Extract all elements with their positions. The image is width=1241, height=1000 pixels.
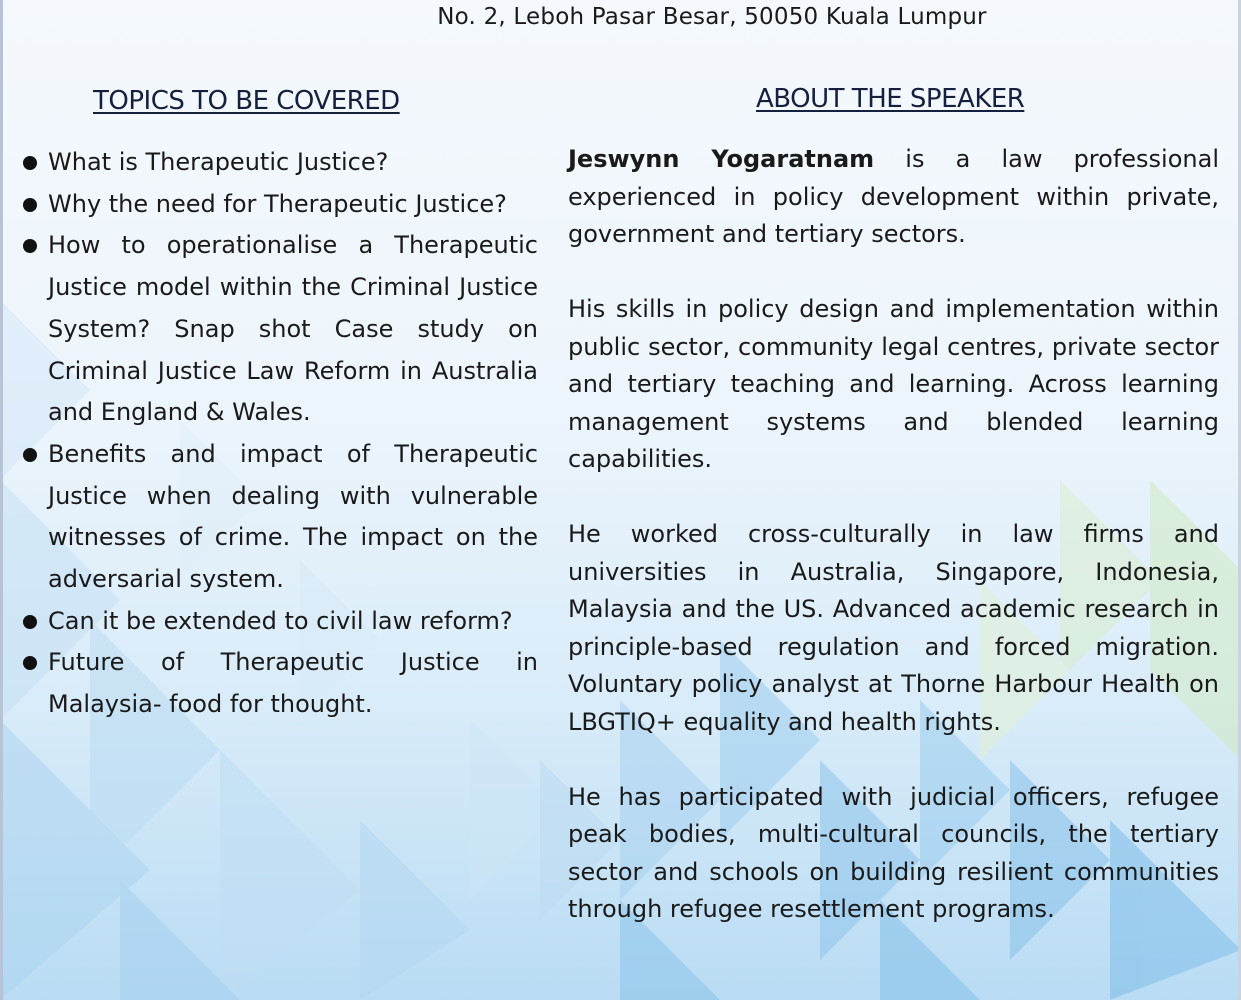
speaker-intro-text: is a law professional experienced in policy development within private, government and tertiary sectors. [568,145,1219,248]
bullet-icon [23,448,37,462]
topics-list [20,142,538,726]
speaker-intro [568,141,1219,254]
topic-item [20,434,538,601]
topic-item [20,142,538,184]
topic-item [20,225,538,434]
topic-text: Benefits and impact of Therapeutic Justice when dealing with vulnerable witnesses of crime. The impact on the adversarial system. [48,439,538,594]
topic-text: Can it be extended to civil law reform? [48,606,513,635]
speaker-bio [568,141,1219,966]
topic-item [20,601,538,643]
topic-text: What is Therapeutic Justice? [48,148,389,176]
topics-heading: TOPICS TO BE COVERED [93,86,400,116]
topic-item [20,642,538,725]
bullet-icon [23,239,37,253]
venue-address: No. 2, Leboh Pasar Besar, 50050 Kuala Lumpur [437,4,987,30]
speaker-experience: He worked cross-culturally in law firms and universities in Australia, Singapore, Indonesia, Malaysia and the US. Advanced academic research in principle-based regulation and forced migration. Voluntary policy analyst at Thorne Harbour Health on LBGTIQ+ equality and health rights. [568,520,1219,736]
speaker-skills: His skills in policy design and implementation within public sector, community legal centres, private sector and tertiary teaching and learning. Across learning management systems and blended learning capabilities. [568,295,1219,473]
topic-item [20,184,538,226]
speaker-heading: ABOUT THE SPEAKER [756,84,1025,114]
bullet-icon [23,615,37,629]
page-border-left [0,0,3,1000]
speaker-participation: He has participated with judicial officers, refugee peak bodies, multi-cultural councils, the tertiary sector and schools on building resilient communities through refugee resettlement programs. [568,782,1219,923]
speaker-name: Jeswynn Yogaratnam [568,145,875,173]
topic-text: Future of Therapeutic Justice in Malaysia- food for thought. [48,648,538,719]
topic-text: Why the need for Therapeutic Justice? [48,189,507,218]
bullet-icon [23,198,37,212]
topic-text: How to operationalise a Therapeutic Justice model within the Criminal Justice System? Snap shot Case study on Criminal Justice Law Reform in Australia and England & Wales. [48,231,538,427]
bullet-icon [23,656,37,670]
bullet-icon [23,156,37,170]
